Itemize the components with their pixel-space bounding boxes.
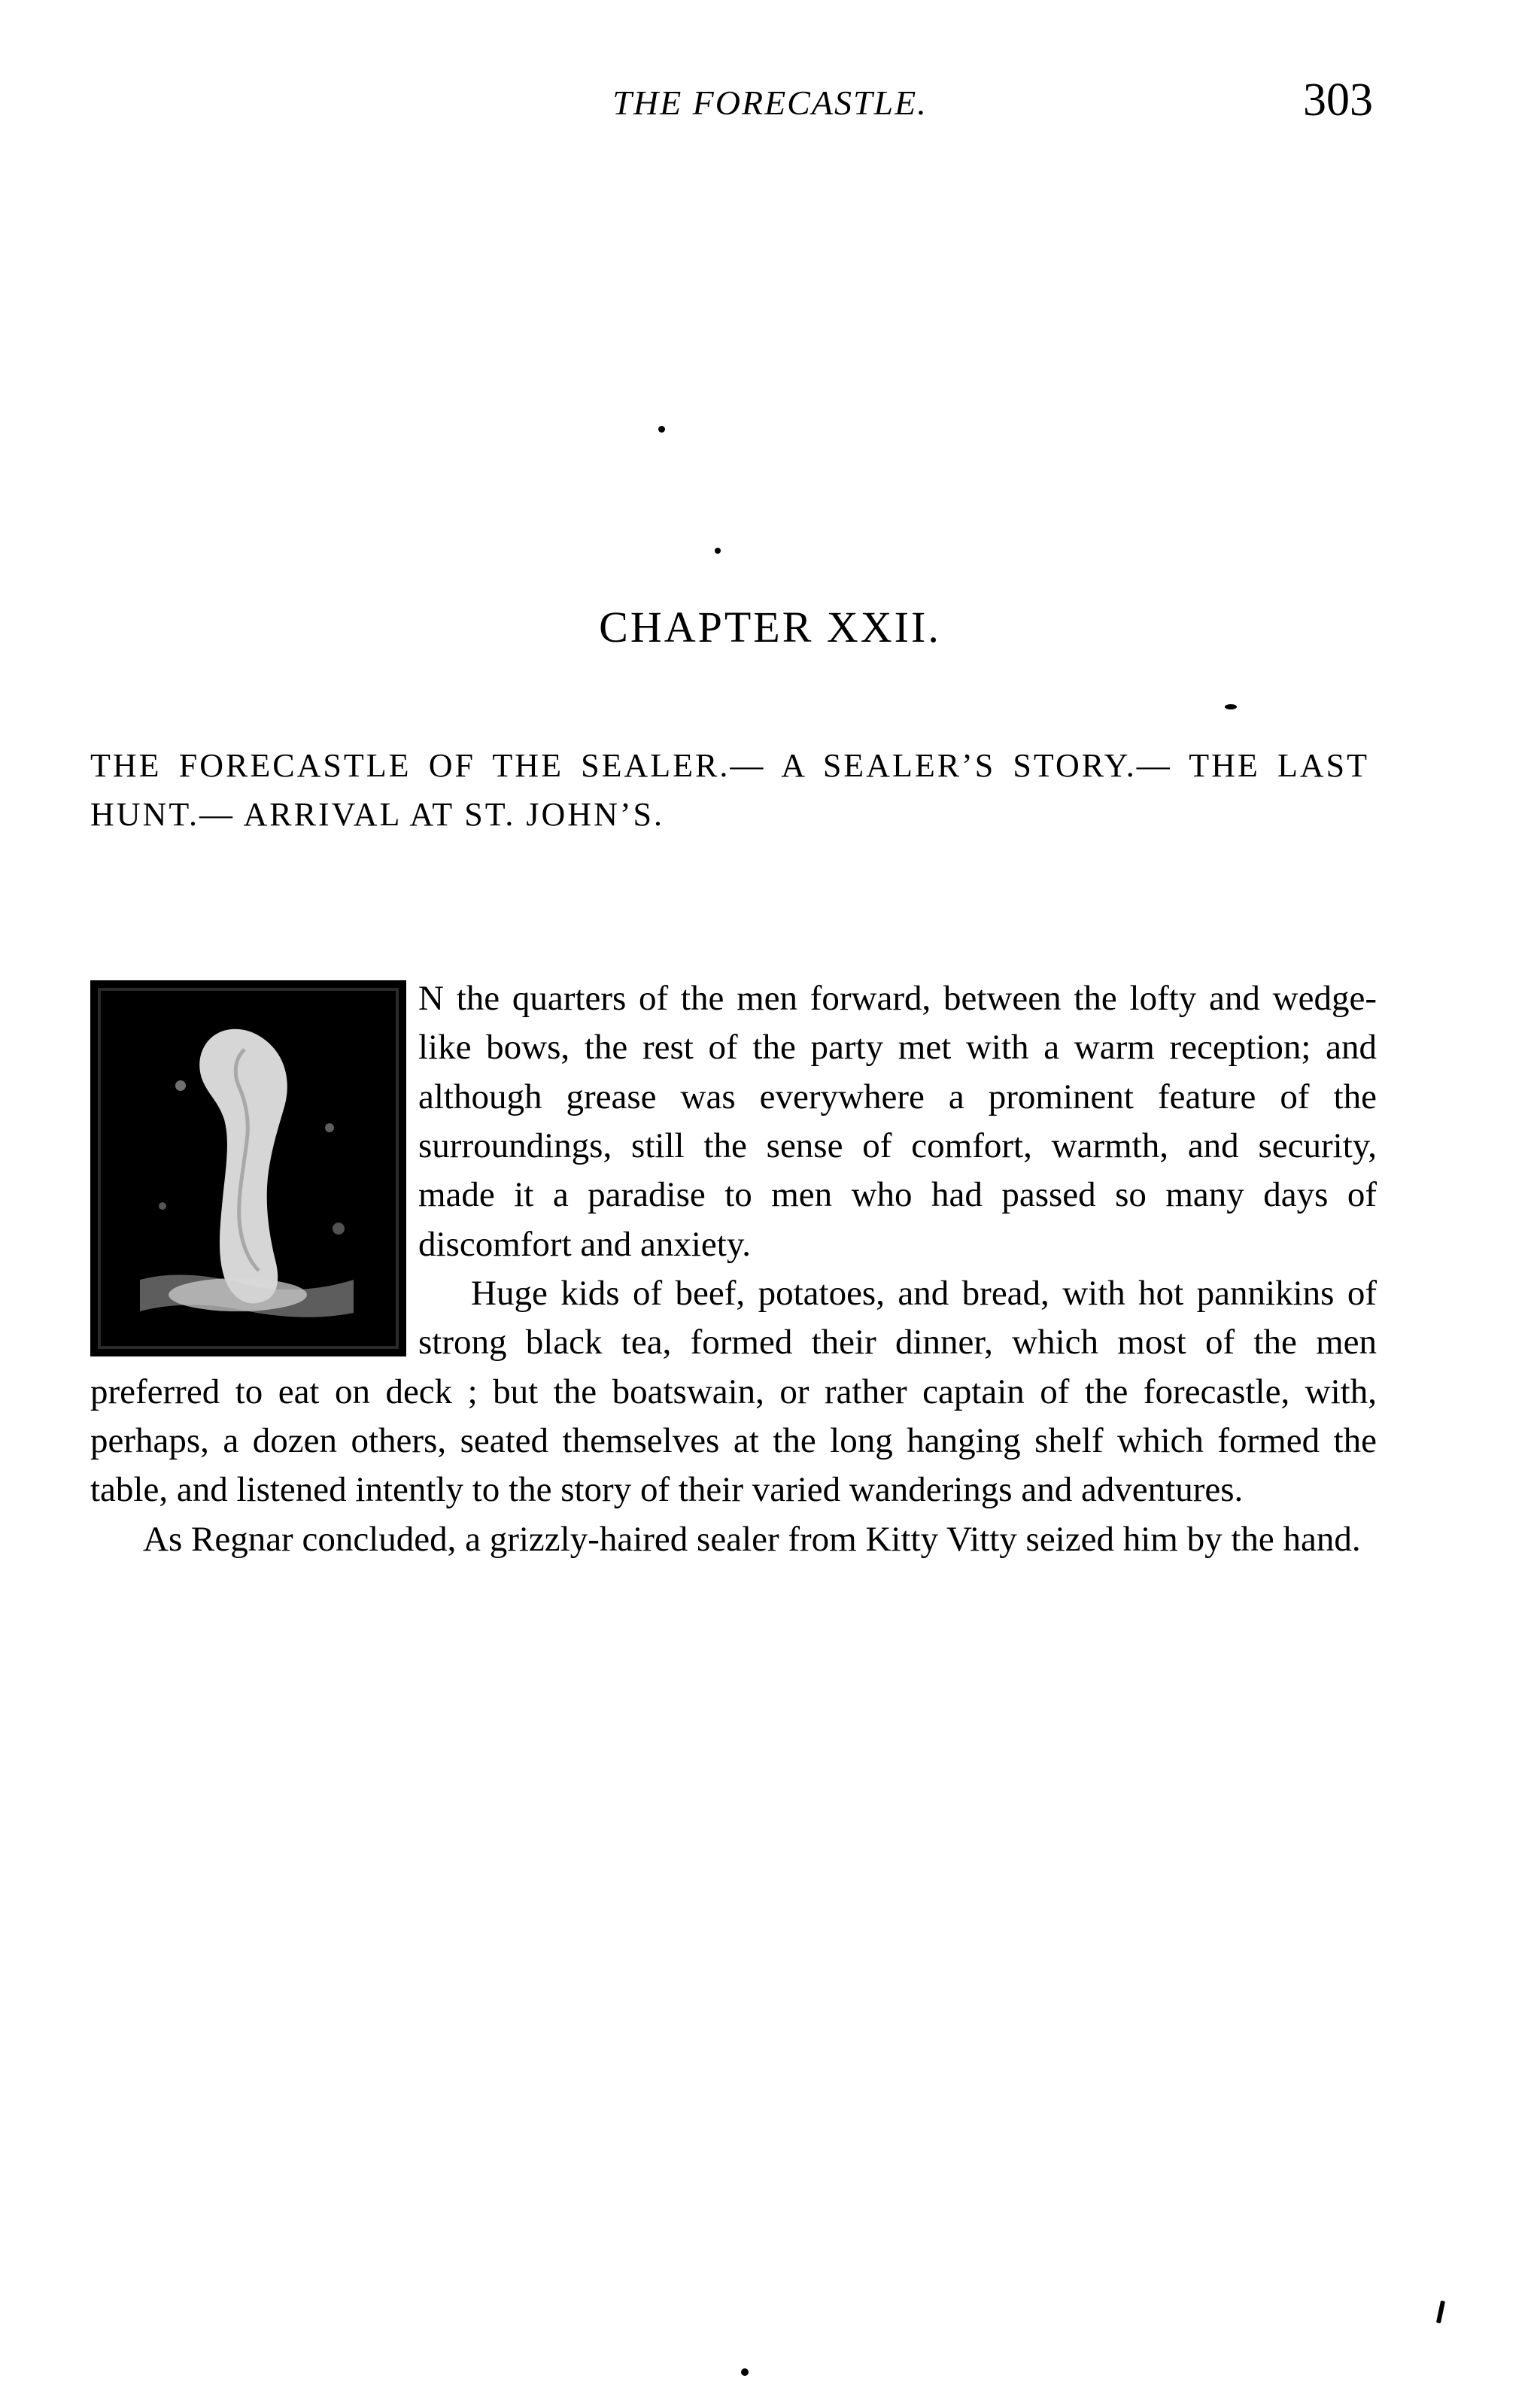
paragraph-3: As Regnar concluded, a grizzly-haired sealer from Kitty Vitty seized him by the hand. <box>143 1519 1361 1559</box>
chapter-subtitle: THE FORECASTLE OF THE SEALER.— A SEALER’S STORY.— THE LAST HUNT.— ARRIVAL AT ST. JOHN’S. <box>90 747 1369 834</box>
running-title: THE FORECASTLE. <box>612 84 928 122</box>
print-speck <box>1225 704 1237 709</box>
print-speck <box>715 548 721 554</box>
paragraph-1: N the quarters of the men forward, between the lofty and wedge-like bows, the rest of the party met with a warm reception; and although grease was everywhere a prominent feature of the surroundings, still the sense of comfort, warmth, and security, made it a paradise to men who had passed so many days of discomfort and anxiety. <box>418 979 1377 1264</box>
running-head <box>0 74 1540 143</box>
chapter-title: CHAPTER XXII. <box>599 603 941 652</box>
paragraph-2: Huge kids of beef, potatoes, and bread, with hot pannikins of strong black tea, formed their dinner, which most of the men preferred to eat on deck ; but the boatswain, or rather captain of the forecastle, with, perhaps, a dozen others, seated themselves at the long hanging shelf which formed the table, and listened intently to the story of their varied wanderings and adventures. <box>90 1273 1377 1510</box>
print-speck <box>658 426 665 433</box>
page-number: 303 <box>1303 74 1373 126</box>
print-speck <box>741 2368 749 2376</box>
decorative-initial-illustration <box>90 980 406 1356</box>
print-mark <box>1436 2301 1445 2324</box>
body-text <box>90 974 1377 1564</box>
